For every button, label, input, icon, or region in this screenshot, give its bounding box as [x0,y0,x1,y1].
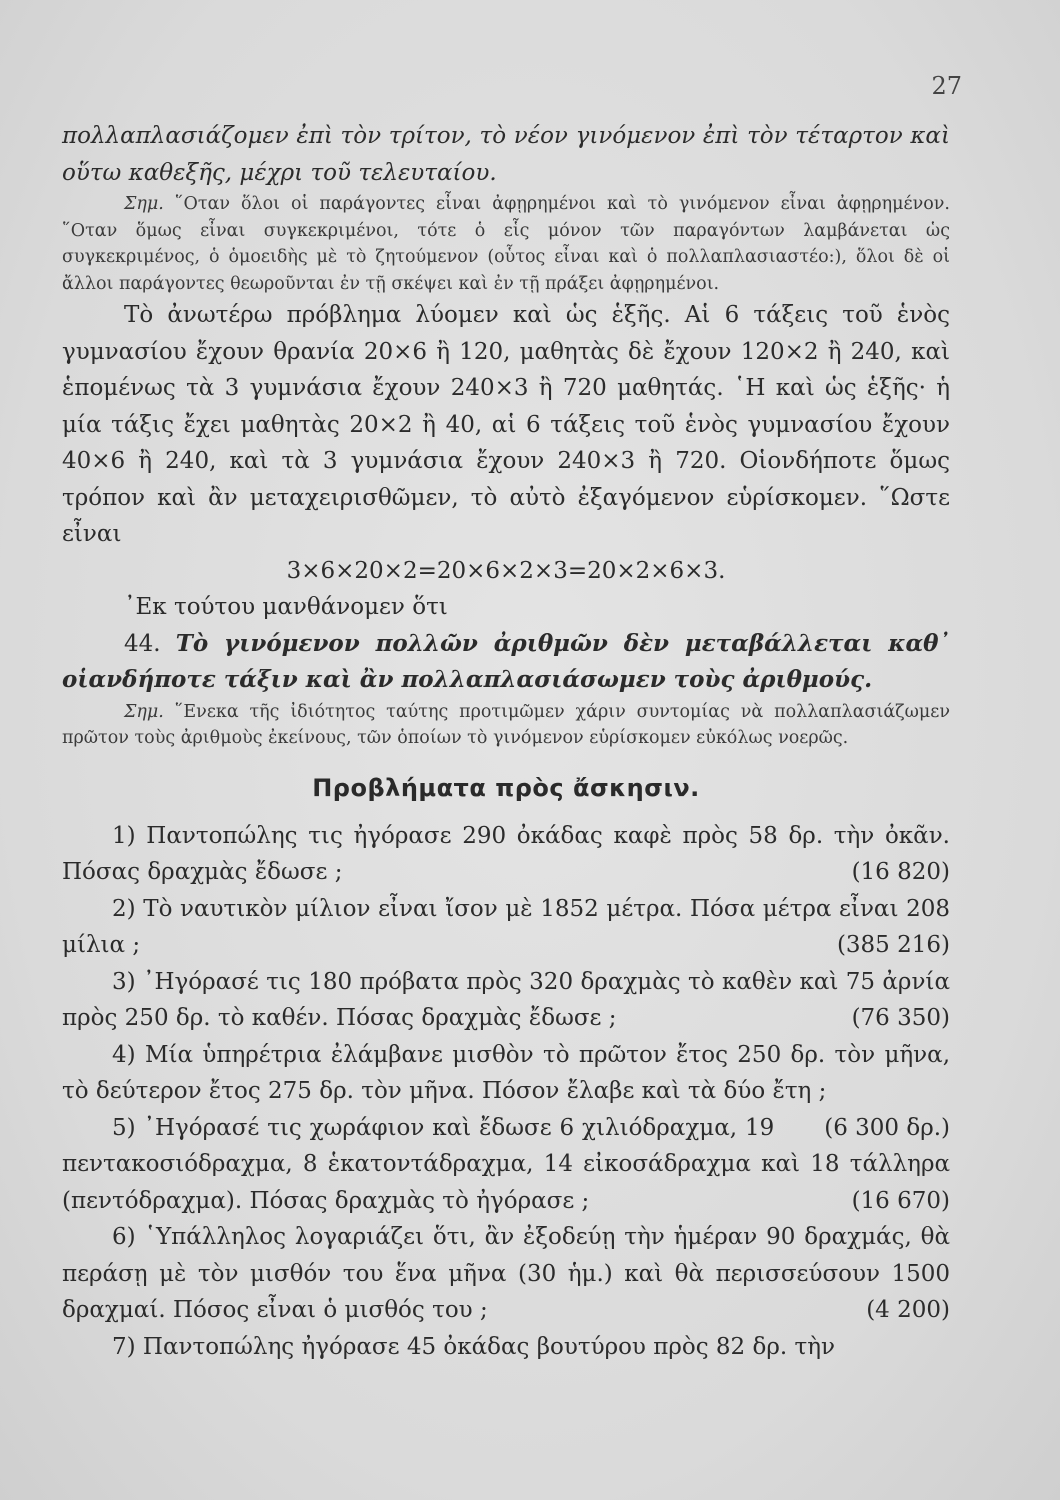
problem-4 [62,1037,950,1141]
problem-answer: (385 216) [836,932,950,958]
problem-2 [62,891,950,964]
paragraph-conclusion: ᾿Εκ τούτου μανθάνομεν ὅτι [124,594,448,620]
problem-7 [62,1329,950,1366]
problem-1 [62,818,950,891]
problem-answer: (16 820) [851,859,950,885]
page-content [62,118,950,1365]
rule-44 [62,626,950,699]
problem-text: 4) Μία ὑπηρέτρια ἐλάμβανε μισθὸν τὸ πρῶτον ἔτος 250 δρ. τὸν μῆνα, τὸ δεύτερον ἔτος 275 δρ. τὸν μῆνα. Πόσον ἔλαβε καὶ τὰ δύο ἔτη ; [62,1041,950,1104]
note-2-label: Σημ. [124,701,164,722]
problem-3 [62,964,950,1037]
problem-answer: (4 200) [866,1297,950,1323]
problem-answer: (76 350) [851,1005,950,1031]
note-2 [62,699,950,752]
note-1-text: ῞Οταν ὅλοι οἱ παράγοντες εἶναι ἀφῃρημένοι καὶ τὸ γινόμενον εἶναι ἀφῃρημένον. ῞Οταν ὅμως εἶναι συγκεκριμένοι, τότε ὁ εἷς μόνον τῶν παραγόντων λαμβάνεται ὡς συγκεκριμένος, ὁ ὁμοειδὴς μὲ τὸ ζητούμενον (οὗτος εἶναι καὶ ὁ πολλαπλασιαστέο:), ὅλοι δὲ οἱ ἄλλοι παράγοντες θεωροῦνται ἐν τῇ σκέψει καὶ ἐν τῇ πράξει ἀφῃρημένοι. [62,194,950,294]
note-2-text: ῞Ενεκα τῆς ἰδιότητος ταύτης προτιμῶμεν χάριν συντομίας νὰ πολλαπλασιάζωμεν πρῶτον τοὺς ἀριθμοὺς ἐκείνους, τῶν ὁποίων τὸ γινόμενον εὑρίσκομεν εὐκόλως νοερῶς. [62,701,950,748]
problem-text: 3) ᾿Ηγόρασέ τις 180 πρόβατα πρὸς 320 δραχμὰς τὸ καθὲν καὶ 75 ἀρνία πρὸς 250 δρ. τὸ καθέν. Πόσας δραχμὰς ἔδωσε ; [62,968,950,1031]
page-number: 27 [931,72,962,100]
note-1-label: Σημ. [124,194,164,214]
problem-text: 2) Τὸ ναυτικὸν μίλιον εἶναι ἴσον μὲ 1852 μέτρα. Πόσα μέτρα εἶναι 208 μίλια ; [62,895,950,958]
problem-answer: (6 300 δρ.) [824,1114,950,1141]
section-heading: Προβλήματα πρὸς ἄσκησιν. [312,773,700,802]
problem-6 [62,1219,950,1329]
problem-text: 1) Παντοπώλης τις ἠγόρασε 290 ὀκάδας καφὲ πρὸς 58 δρ. τὴν ὀκᾶν. Πόσας δραχμὰς ἔδωσε ; [62,822,950,885]
rule-text: Τὸ γινόμενον πολλῶν ἀριθμῶν δὲν μεταβάλλεται καθ᾿ οἱανδήποτε τάξιν καὶ ἂν πολλαπλασιάσωμεν τοὺς ἀριθμούς. [62,629,950,693]
problem-text: 7) Παντοπώλης ἠγόρασε 45 ὀκάδας βουτύρου πρὸς 82 δρ. τὴν [112,1333,835,1360]
paragraph-intro: πολλαπλασιάζομεν ἐπὶ τὸν τρίτον, τὸ νέον γινόμενον ἐπὶ τὸν τέταρτον καὶ οὕτω καθεξῆς, μέχρι τοῦ τελευταίου. [62,123,950,186]
problem-text: 6) ῾Υπάλληλος λογαριάζει ὅτι, ἂν ἐξοδεύῃ τὴν ἡμέραν 90 δραχμάς, θὰ περάσῃ μὲ τὸν μισθόν του ἕνα μῆνα (30 ἡμ.) καὶ θὰ περισσεύσουν 1500 δραχμαί. Πόσος εἶναι ὁ μισθός του ; [62,1224,950,1323]
rule-number: 44. [124,630,161,657]
problem-text: 5) ᾿Ηγόρασέ τις χωράφιον καὶ ἔδωσε 6 χιλιόδραχμα, 19 πεντακοσιόδραχμα, 8 ἑκατοντάδραχμα, 14 εἰκοσάδραχμα καὶ 18 τάλληρα (πεντόδραχμα). Πόσας δραχμὰς τὸ ἠγόρασε ; [62,1114,950,1214]
note-1 [62,191,950,297]
equation: 3×6×20×2=20×6×2×3=20×2×6×3. [286,557,726,584]
problem-answer: (16 670) [851,1187,950,1214]
paragraph-solution: Τὸ ἀνωτέρω πρόβλημα λύομεν καὶ ὡς ἑξῆς. Αἱ 6 τάξεις τοῦ ἑνὸς γυμνασίου ἔχουν θρανία 20×6 ἢ 120, μαθητὰς δὲ ἔχουν 120×2 ἢ 240, καὶ ἑπομένως τὰ 3 γυμνάσια ἔχουν 240×3 ἢ 720 μαθητάς. ῾Η καὶ ὡς ἑξῆς· ἡ μία τάξις ἔχει μαθητὰς 20×2 ἢ 40, αἱ 6 τάξεις τοῦ ἑνὸς γυμνασίου ἔχουν 40×6 ἢ 240, καὶ τὰ 3 γυμνάσια ἔχουν 240×3 ἢ 720. Οἱονδήποτε ὅμως τρόπον καὶ ἂν μεταχειρισθῶμεν, τὸ αὐτὸ ἐξαγόμενον εὑρίσκομεν. ῞Ωστε εἶναι [62,302,950,547]
problem-list [62,818,950,1366]
